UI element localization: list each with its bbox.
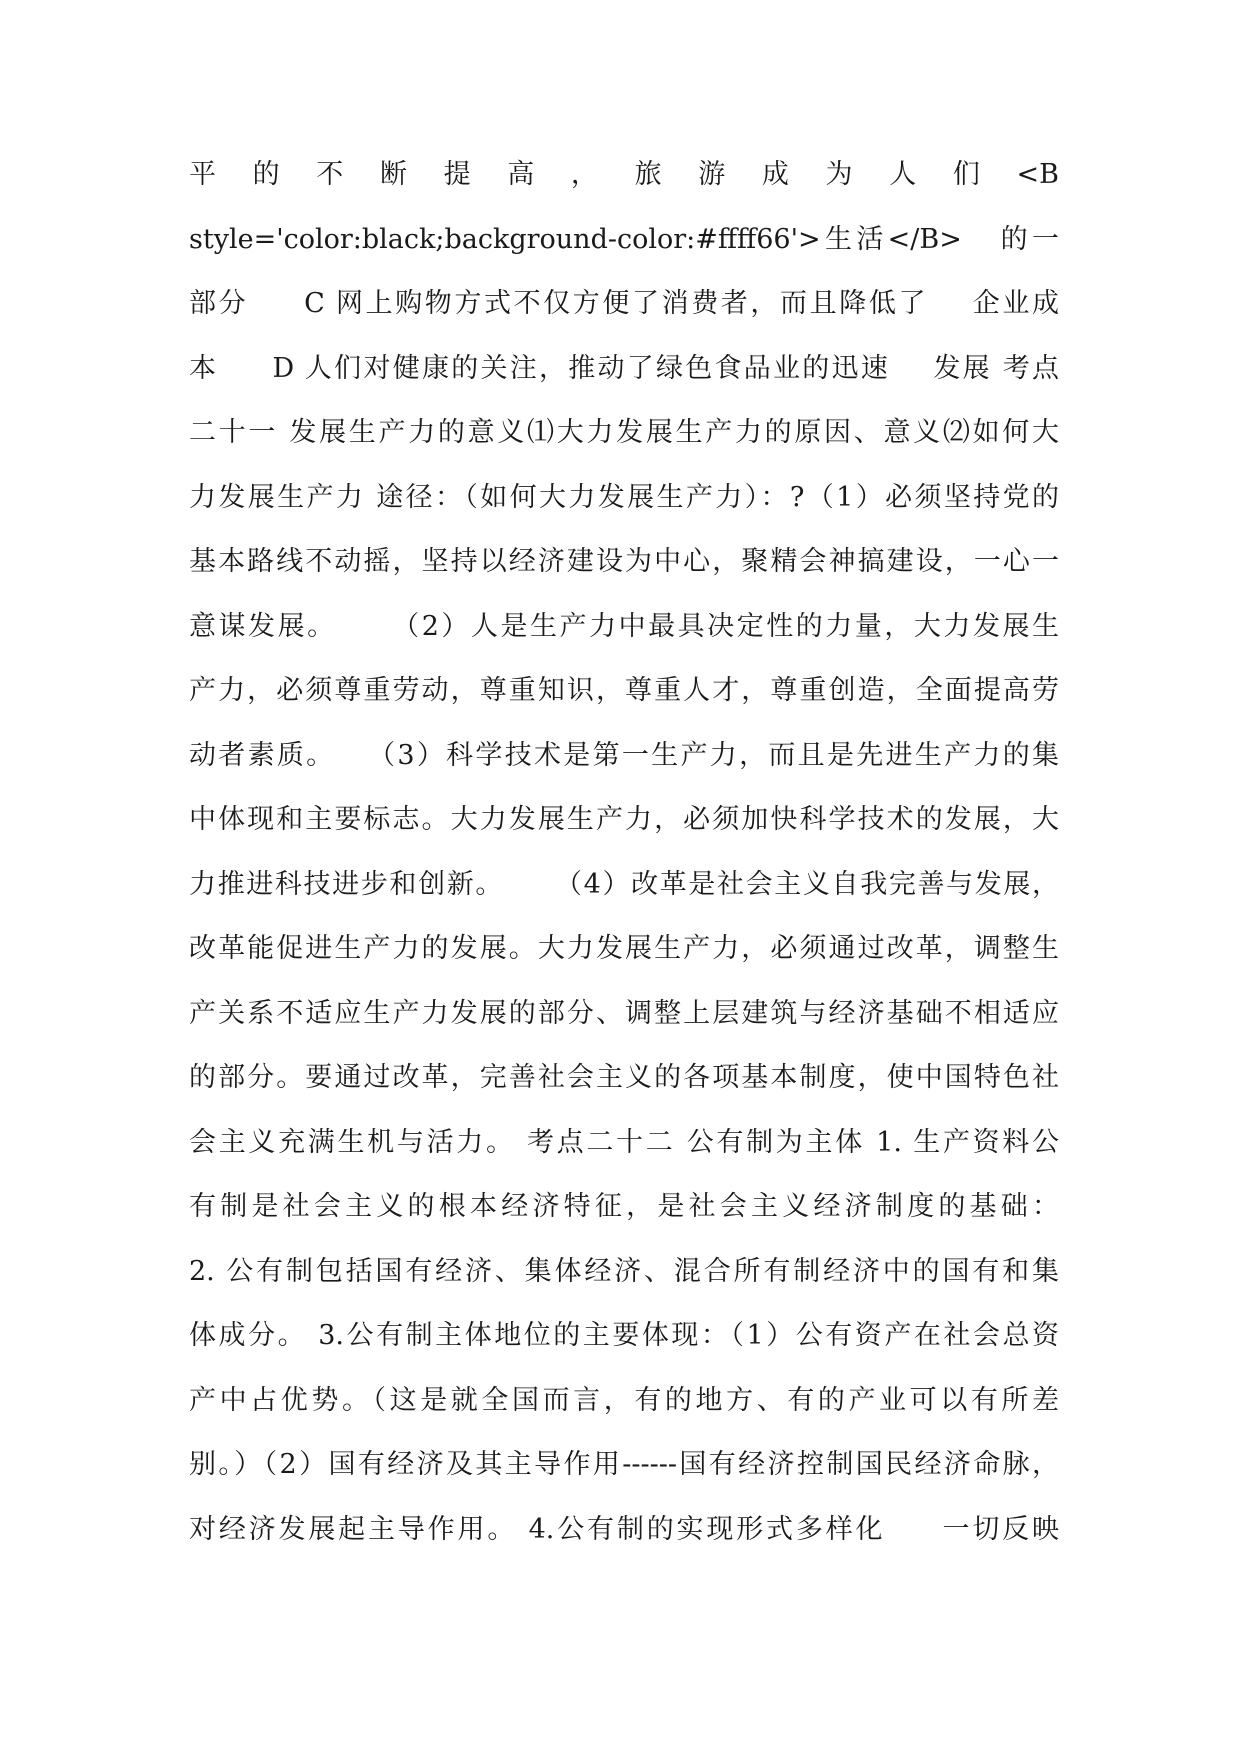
text-line: 的部分。要通过改革，完善社会主义的各项基本制度，使中国特色社 xyxy=(189,1062,1059,1093)
text-line: 体成分。 3.公有制主体地位的主要体现：（1）公有资产在社会总资 xyxy=(189,1320,1059,1351)
text-line: 基本路线不动摇，坚持以经济建设为中心，聚精会神搞建设，一心一 xyxy=(189,546,1059,577)
text-line: 意谋发展。 （2）人是生产力中最具决定性的力量，大力发展生 xyxy=(189,610,1059,642)
text-line: 中体现和主要标志。大力发展生产力，必须加快科学技术的发展，大 xyxy=(189,804,1059,835)
text-line: 产力，必须尊重劳动，尊重知识，尊重人才，尊重创造，全面提高劳 xyxy=(189,675,1059,706)
text-line: 力推进科技进步和创新。 （4）改革是社会主义自我完善与发展， xyxy=(189,868,1059,900)
text-line: 本 D 人们对健康的关注，推动了绿色食品业的迅速 发展 考点 xyxy=(189,352,1059,384)
text-line: 改革能促进生产力的发展。大力发展生产力，必须通过改革，调整生 xyxy=(189,933,1059,964)
text-line: 平 的 不 断 提 高 ， 旅 游 成 为 人 们 <B xyxy=(189,159,1059,190)
text-line: 会主义充满生机与活力。 考点二十二 公有制为主体 1. 生产资料公 xyxy=(189,1126,1059,1158)
text-line: 2. 公有制包括国有经济、集体经济、混合所有制经济中的国有和集 xyxy=(189,1255,1059,1287)
text-line: 有制是社会主义的根本经济特征，是社会主义经济制度的基础： xyxy=(189,1191,1059,1222)
text-line: 力发展生产力 途径：（如何大力发展生产力）：?（1）必须坚持党的 xyxy=(189,481,1059,513)
text-line: 别。）（2）国有经济及其主导作用------国有经济控制国民经济命脉， xyxy=(189,1449,1059,1480)
text-line: 产关系不适应生产力发展的部分、调整上层建筑与经济基础不相适应 xyxy=(189,997,1059,1029)
text-line: style='color:black;background-color:#ffff66'>生活</B> 的一 xyxy=(189,223,1059,255)
text-line: 部分 C 网上购物方式不仅方便了消费者，而且降低了 企业成 xyxy=(189,288,1059,319)
text-line: 二十一 发展生产力的意义⑴大力发展生产力的原因、意义⑵如何大 xyxy=(189,417,1059,448)
text-line: 对经济发展起主导作用。 4.公有制的实现形式多样化 一切反映 xyxy=(189,1513,1059,1545)
text-line: 产中占优势。（这是就全国而言，有的地方、有的产业可以有所差 xyxy=(189,1384,1059,1416)
body-text xyxy=(189,155,1059,1574)
text-line: 动者素质。 （3）科学技术是第一生产力，而且是先进生产力的集 xyxy=(189,739,1059,771)
